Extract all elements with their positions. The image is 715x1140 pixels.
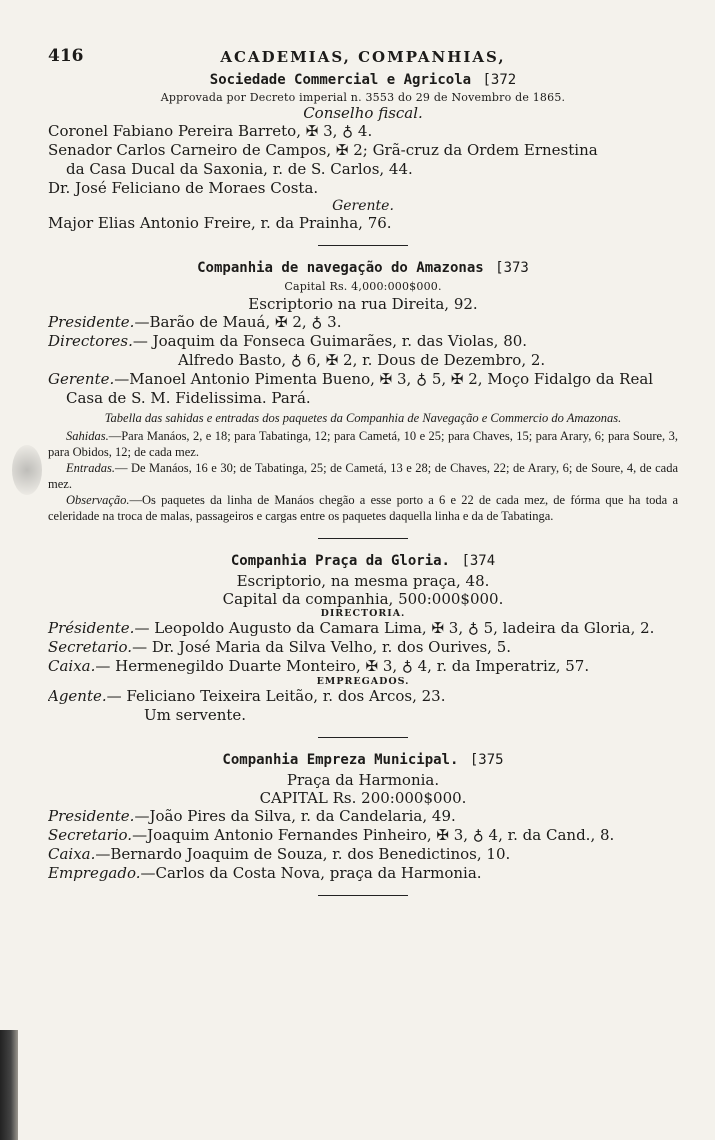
entry-372-line-3: da Casa Ducal da Saxonia, r. de S. Carlos, 44.	[66, 160, 413, 178]
entry-372-line-1: Coronel Fabiano Pereira Barreto, ✠ 3, ♁ 4.	[48, 122, 373, 140]
entry-374-directoria: DIRECTORIA.	[320, 608, 406, 619]
role-value: —João Pires da Silva, r. da Candelaria, 49.	[134, 807, 456, 825]
entry-372-gerente-label: Gerente.	[332, 198, 394, 214]
entry-373	[48, 260, 678, 539]
entry-374-title: Companhia Praça da Gloria.	[230, 553, 450, 569]
role-value: — Dr. José Maria da Silva Velho, r. dos Ourives, 5.	[132, 638, 512, 656]
entry-372-section: Conselho fiscal.	[303, 104, 423, 122]
entry-375	[48, 752, 678, 896]
entry-375-number: [375	[469, 752, 504, 768]
role-value: — Hermenegildo Duarte Monteiro, ✠ 3, ♁ 4, r. da Imperatriz, 57.	[95, 657, 590, 675]
entry-372-heading	[48, 72, 678, 88]
entry-372-gerente: Major Elias Antonio Freire, r. da Prainha, 76.	[48, 214, 392, 232]
note-text: — De Manáos, 16 e 30; de Tabatinga, 25; de Cametá, 13 e 28; de Chaves, 22; de Arary, 6; de Soure, 4, de cada mez.	[48, 461, 678, 491]
divider	[318, 895, 408, 896]
role-value: — Leopoldo Augusto da Camara Lima, ✠ 3, ♁ 5, ladeira da Gloria, 2.	[134, 619, 655, 637]
entry-375-heading	[48, 752, 678, 768]
role-value: — Feliciano Teixeira Leitão, r. dos Arcos, 23.	[106, 687, 446, 705]
entry-374-office: Escriptorio, na mesma praça, 48.	[236, 572, 490, 590]
role-label: Présidente.	[48, 619, 135, 637]
entry-373-table-title: Tabella das sahidas e entradas dos paquetes da Companhia de Navegação e Commercio do Amazonas.	[104, 411, 622, 425]
entry-373-gerente	[48, 370, 678, 408]
role-value: —Carlos da Costa Nova, praça da Harmonia.	[140, 864, 482, 882]
entry-374-servente: Um servente.	[144, 706, 247, 724]
entry-372-line-2: Senador Carlos Carneiro de Campos, ✠ 2; Grã-cruz da Ordem Ernestina	[48, 141, 598, 159]
entry-374-agente	[48, 687, 678, 706]
divider	[318, 245, 408, 246]
entry-372-decree: Approvada por Decreto imperial n. 3553 do 29 de Novembro de 1865.	[160, 91, 566, 104]
entry-374-number: [374	[461, 553, 496, 569]
role-label: Empregado.	[48, 864, 141, 882]
entry-375-secretario	[48, 826, 678, 845]
role-label: Secretario.	[48, 826, 133, 844]
role-label: Secretario.	[48, 638, 133, 656]
entry-374-empregados: EMPREGADOS.	[316, 676, 410, 687]
entry-373-sahidas	[48, 428, 678, 460]
entry-374-heading	[48, 553, 678, 569]
book-spine-shadow	[0, 1030, 18, 1140]
entry-372-line-4: Dr. José Feliciano de Moraes Costa.	[48, 179, 319, 197]
entry-375-empregado	[48, 864, 678, 883]
role-label: Directores.	[48, 332, 133, 350]
note-label: Sahidas.	[66, 429, 109, 443]
role-label: Agente.	[48, 687, 107, 705]
role-label: Gerente.	[48, 370, 115, 388]
entry-374-caixa	[48, 657, 678, 676]
entry-373-entradas	[48, 460, 678, 492]
role-value: —Manoel Antonio Pimenta Bueno, ✠ 3, ♁ 5, ✠ 2, Moço Fidalgo da Real Casa de S. M. Fidelissima. Pará.	[66, 370, 654, 407]
role-value: —Bernardo Joaquim de Souza, r. dos Benedictinos, 10.	[95, 845, 511, 863]
page-smudge	[12, 445, 42, 495]
page-header	[48, 44, 678, 70]
entry-373-observacao	[48, 492, 678, 524]
entry-373-number: [373	[495, 260, 529, 276]
note-label: Entradas.	[66, 461, 115, 475]
entry-372	[48, 72, 678, 246]
role-label: Caixa.	[48, 845, 96, 863]
running-title: ACADEMIAS, COMPANHIAS,	[220, 48, 506, 66]
entry-373-presidente	[48, 313, 678, 332]
entry-374-capital: Capital da companhia, 500:000$000.	[222, 590, 504, 608]
role-label: Caixa.	[48, 657, 96, 675]
note-text: —Os paquetes da linha de Manáos chegão a esse porto a 6 e 22 de cada mez, de fórma que ha toda a celeridade na troca de malas, passageiros e cargas entre os paquetes daquella linha e da de Tabatinga.	[48, 493, 678, 523]
role-value: —Joaquim Antonio Fernandes Pinheiro, ✠ 3, ♁ 4, r. da Cand., 8.	[132, 826, 615, 844]
entry-372-title: Sociedade Commercial e Agricola	[209, 72, 472, 88]
entry-374	[48, 553, 678, 738]
entry-372-number: [372	[482, 72, 517, 88]
role-label: Presidente.	[48, 807, 135, 825]
entry-373-office: Escriptorio na rua Direita, 92.	[248, 295, 478, 313]
document-page	[48, 44, 678, 896]
entry-374-secretario	[48, 638, 678, 657]
entry-375-capital: CAPITAL Rs. 200:000$000.	[259, 789, 467, 807]
divider	[318, 737, 408, 738]
note-text: —Para Manáos, 2, e 18; para Tabatinga, 12; para Cametá, 10 e 25; para Chaves, 15; para Arary, 6; para Soure, 3, para Obidos, 12; de cada mez.	[48, 429, 678, 459]
entry-375-title: Companhia Empreza Municipal.	[222, 752, 459, 768]
entry-373-title: Companhia de navegação do Amazonas	[197, 260, 484, 276]
divider	[318, 538, 408, 539]
entry-375-presidente	[48, 807, 678, 826]
role-value: —Barão de Mauá, ✠ 2, ♁ 3.	[134, 313, 342, 331]
entry-373-heading	[48, 260, 678, 276]
role-value: — Joaquim da Fonseca Guimarães, r. das Violas, 80.	[132, 332, 528, 350]
entry-373-directores	[48, 332, 678, 351]
entry-375-office: Praça da Harmonia.	[286, 771, 440, 789]
entry-373-capital: Capital Rs. 4,000:000$000.	[284, 280, 442, 293]
entry-374-presidente	[48, 619, 678, 638]
note-label: Observação.	[66, 493, 130, 507]
role-label: Presidente.	[48, 313, 135, 331]
entry-373-directores-2: Alfredo Basto, ♁ 6, ✠ 2, r. Dous de Dezembro, 2.	[178, 351, 546, 369]
entry-375-caixa	[48, 845, 678, 864]
page-number: 416	[48, 46, 84, 66]
